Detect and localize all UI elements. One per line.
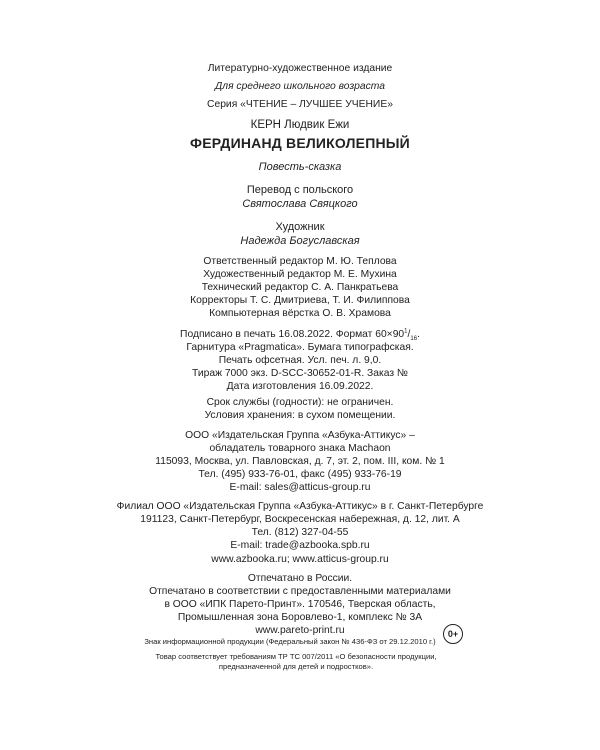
publisher-email: E-mail: sales@atticus-group.ru bbox=[229, 482, 371, 493]
series: Серия «ЧТЕНИЕ – ЛУЧШЕЕ УЧЕНИЕ» bbox=[207, 99, 393, 110]
branch-phone: Тел. (812) 327-04-55 bbox=[251, 527, 349, 538]
author: КЕРН Людвик Ежи bbox=[250, 119, 350, 131]
branch-email: E-mail: trade@azbooka.spb.ru bbox=[230, 540, 370, 551]
illustrator-label: Художник bbox=[275, 221, 325, 233]
info-mark: Знак информационной продукции (Федеральный закон № 436-ФЗ от 29.12.2010 г.) bbox=[144, 637, 436, 646]
audience: Для среднего школьного возраста bbox=[215, 81, 385, 92]
publisher-name: ООО «Издательская Группа «Азбука-Аттикус» – bbox=[185, 430, 415, 441]
printing-line-3: Промышленная зона Боровлево-1, комплекс № 3А bbox=[177, 612, 423, 623]
branch-name: Филиал ООО «Издательская Группа «Азбука-Аттикус» в г. Санкт-Петербурге bbox=[116, 501, 484, 512]
tr-line-2: предназначенной для детей и подростков». bbox=[218, 662, 374, 671]
printing-website: www.pareto-print.ru bbox=[255, 625, 345, 636]
translator: Святослава Свяцкого bbox=[242, 198, 358, 210]
storage: Условия хранения: в сухом помещении. bbox=[204, 410, 396, 421]
publisher-phone: Тел. (495) 933-76-01, факс (495) 933-76-19 bbox=[198, 469, 402, 480]
font-paper: Гарнитура «Pragmatica». Бумага типографская. bbox=[186, 342, 414, 353]
print-signed-text: Подписано в печать 16.08.2022. Формат 60×90 bbox=[180, 329, 405, 340]
editor-line: Технический редактор С. А. Панкратьева bbox=[201, 282, 399, 293]
printing-line-1: Отпечатано в соответствии с предоставленными материалами bbox=[149, 586, 451, 597]
genre: Повесть-сказка bbox=[258, 161, 342, 173]
editor-line: Ответственный редактор М. Ю. Теплова bbox=[203, 256, 397, 267]
publisher-trademark: обладатель товарного знака Machaon bbox=[209, 443, 391, 454]
print-type: Печать офсетная. Усл. печ. л. 9,0. bbox=[218, 355, 382, 366]
editor-line: Компьютерная вёрстка О. В. Храмова bbox=[209, 308, 391, 319]
book-title: ФЕРДИНАНД ВЕЛИКОЛЕПНЫЙ bbox=[190, 135, 410, 151]
format-fraction-sup: 1 bbox=[404, 328, 408, 335]
shelf-life: Срок службы (годности): не ограничен. bbox=[206, 397, 394, 408]
publisher-address: 115093, Москва, ул. Павловская, д. 7, эт. 2, пом. III, ком. № 1 bbox=[155, 456, 445, 467]
websites: www.azbooka.ru; www.atticus-group.ru bbox=[211, 554, 389, 565]
branch-address: 191123, Санкт-Петербург, Воскресенская набережная, д. 12, лит. А bbox=[140, 514, 460, 525]
age-rating-badge: 0+ bbox=[443, 624, 463, 644]
manufacture-date: Дата изготовления 16.09.2022. bbox=[226, 381, 374, 392]
translation-label: Перевод с польского bbox=[246, 184, 354, 196]
editor-line: Корректоры Т. С. Дмитриева, Т. И. Филиппова bbox=[190, 295, 410, 306]
edition-type: Литературно-художественное издание bbox=[207, 63, 393, 74]
tr-line-1: Товар соответствует требованиям ТР ТС 007/2011 «О безопасности продукции, bbox=[155, 652, 437, 661]
printed-country: Отпечатано в России. bbox=[247, 573, 353, 584]
editor-line: Художественный редактор М. Е. Мухина bbox=[203, 269, 397, 280]
printing-line-2: в ООО «ИПК Парето-Принт». 170546, Тверская область, bbox=[164, 599, 436, 610]
circulation: Тираж 7000 экз. D-SCC-30652-01-R. Заказ № bbox=[192, 368, 408, 379]
format-fraction-sub: 16 bbox=[410, 336, 418, 343]
print-signed: Подписано в печать 16.08.2022. Формат $60\times 90^1/_{16}$. bbox=[180, 328, 420, 343]
illustrator-name: Надежда Богуславская bbox=[240, 235, 360, 247]
